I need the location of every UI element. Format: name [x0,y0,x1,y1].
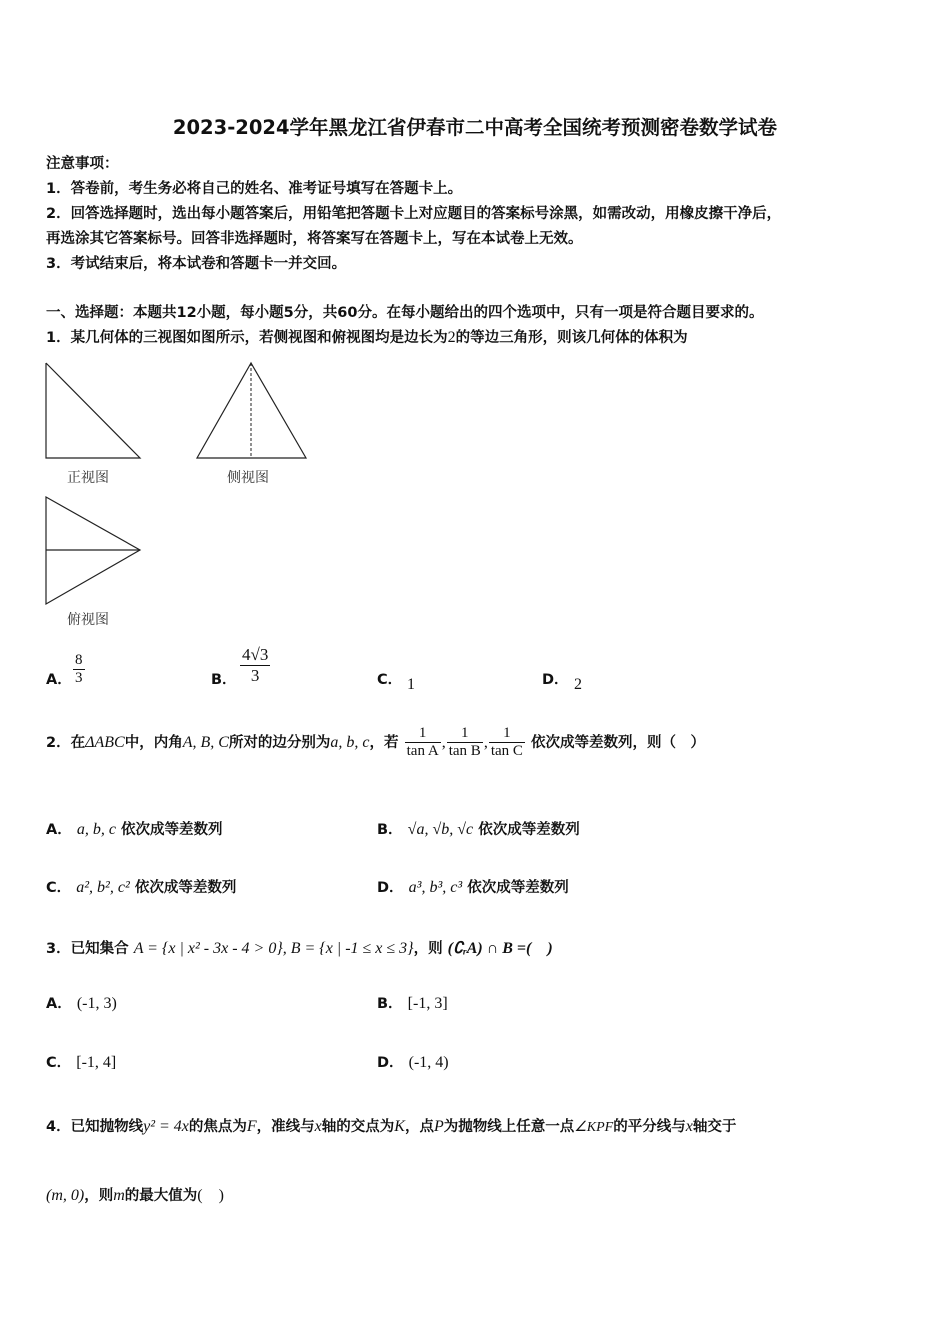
q2-option-a: A． a, b, c 依次成等差数列 [46,821,223,838]
q1-front-view-label: 正视图 [67,470,109,486]
q1-stem: 1．某几何体的三视图如图所示，若侧视图和俯视图均是边长为2的等边三角形，则该几何体的体积为 [46,329,688,346]
notice-item-3: 3．考试结束后，将本试卷和答题卡一并交回。 [46,256,347,272]
q2-option-c: C． a², b², c² 依次成等差数列 [46,879,237,896]
q2-option-b: B． √a, √b, √c 依次成等差数列 [377,821,580,838]
front-view-triangle [46,363,140,458]
q3-stem: 3．已知集合 A = {x | x² - 3x - 4 > 0}, B = {x | -1 ≤ x ≤ 3}，则 (∁ᵣA) ∩ B =( ) [46,940,553,957]
q3-option-d: D． (-1, 4) [377,1054,449,1071]
q1-option-a-value: $\frac{8}{3}$ [75,652,83,686]
notice-item-2-cont: 再选涂其它答案标号。回答非选择题时，将答案写在答题卡上，写在本试卷上无效。 [46,231,583,247]
section-heading: 一、选择题：本题共12小题，每小题5分，共60分。在每小题给出的四个选项中，只有一项是符合题目要求的。 [46,305,764,321]
notice-heading: 注意事项： [46,156,119,172]
q1-option-b-value: $\frac{4√3}{3}$ [242,645,269,685]
q1-option-d-label: D． [542,672,569,688]
q4-stem-line1: 4．已知抛物线y² = 4x的焦点为F，准线与x轴的交点为K，点P为抛物线上任意一点∠KPF的平分线与x轴交于 [46,1118,737,1135]
q1-figure-top [40,492,150,612]
q1-option-c-value: 1 [407,676,415,693]
q1-figure-front-side [40,358,320,473]
q3-option-b: B． [-1, 3] [377,995,448,1012]
q1-side-view-label: 侧视图 [227,470,269,486]
q2-stem: 2．在ΔABC中，内角A, B, C所对的边分别为a, b, c，若 $\frac{1}{\text{tan A}}$ , $\frac{1}{\text{tan B}}$ , $\frac{1}{\text{tan C}}$ 依次成等差数列，则（ ） [46,725,705,759]
q4-stem-line2: (m, 0)，则m的最大值为( ) [46,1187,224,1204]
q1-option-d-value: 2 [574,676,582,693]
q3-option-c: C． [-1, 4] [46,1054,117,1071]
q1-option-b-label: B． [211,672,237,688]
notice-item-2: 2．回答选择题时，选出每小题答案后，用铅笔把答题卡上对应题目的答案标号涂黑，如需改动，用橡皮擦干净后， [46,206,782,222]
q1-option-c-label: C． [377,672,403,688]
q1-top-view-label: 俯视图 [67,612,109,628]
q2-option-d: D． a³, b³, c³ 依次成等差数列 [377,879,569,896]
page-title: 2023-2024学年黑龙江省伊春市二中高考全国统考预测密卷数学试卷 [172,116,778,139]
notice-item-1: 1．答卷前，考生务必将自己的姓名、准考证号填写在答题卡上。 [46,181,463,197]
q1-option-a-label: A． [46,672,72,688]
q3-option-a: A． (-1, 3) [46,995,117,1012]
